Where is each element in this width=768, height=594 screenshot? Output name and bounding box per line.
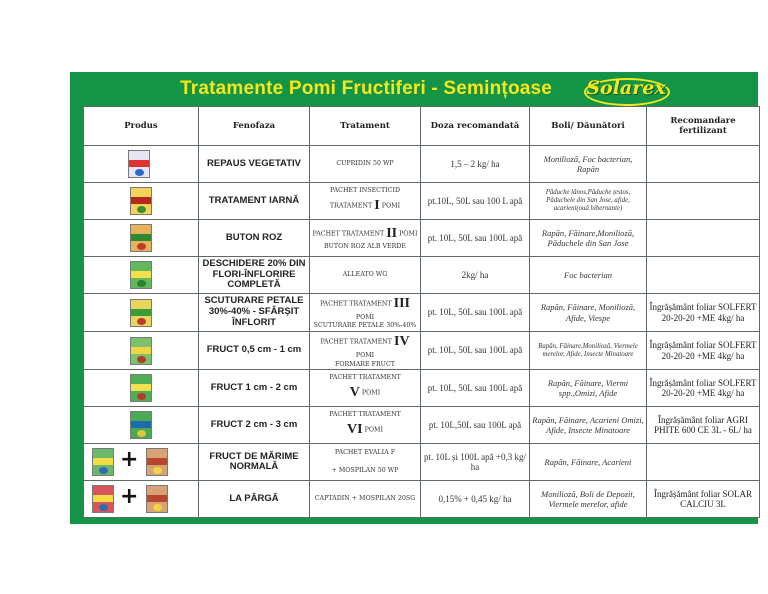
product-image — [86, 371, 196, 405]
product-image — [86, 184, 196, 218]
doza-cell: pt. 10L, 50L sau 100L apă — [421, 294, 530, 332]
fertilizant-cell — [647, 220, 760, 257]
tratament-number: III — [393, 296, 410, 311]
product-image — [86, 445, 196, 479]
header-tratament: Tratament — [310, 107, 421, 146]
boli-cell: Rapăn, Făinare,Monilioză, Viermele merelor, Afide, Insecte Minatoare — [530, 332, 647, 370]
doza-cell: pt. 10L, 50L sau 100L apă — [421, 220, 530, 257]
tratament-cell — [310, 146, 421, 183]
tratament-text: CAPTADIN + MOSPILAN 20SG — [314, 495, 416, 503]
tratament-subtitle: SCUTURARE PETALE 30%-40% — [313, 322, 417, 330]
tratament-subtitle: BUTON ROZ ALB VERDE — [324, 243, 406, 251]
table-header-row — [84, 107, 760, 146]
doza-cell: pt. 10L,50L sau 100L apă — [421, 407, 530, 444]
product-cell — [84, 332, 199, 370]
tratament-prefix: PACHET TRATAMENT — [312, 230, 385, 238]
tratament-suffix: POMI — [355, 351, 375, 359]
tratament-suffix: POMI — [355, 313, 375, 321]
tratament-title: PACHET INSECTICID — [329, 186, 401, 194]
tratament-title: PACHET EVALIA F — [334, 449, 396, 457]
product-package-icon — [130, 261, 152, 289]
product-image — [86, 408, 196, 442]
product-package-icon — [92, 485, 114, 513]
treatment-table — [83, 106, 760, 518]
fenofaza-cell: BUTON ROZ — [199, 220, 310, 257]
table-row — [84, 294, 760, 332]
fenofaza-cell: TRATAMENT IARNĂ — [199, 183, 310, 220]
header-boli: Boli/ Dăunători — [530, 107, 647, 146]
tratament-subtitle: FORMARE FRUCT — [334, 360, 396, 368]
tratament-prefix: TRATAMENT — [329, 201, 373, 209]
boli-cell: Monilioză, Foc bacterian, Rapăn — [530, 146, 647, 183]
header-doza: Doza recomandată — [421, 107, 530, 146]
tratament-prefix: PACHET TRATAMENT — [320, 338, 393, 346]
product-cell — [84, 257, 199, 294]
boli-cell: Foc bacterian — [530, 257, 647, 294]
product-cell — [84, 407, 199, 444]
tratament-number: V — [349, 385, 360, 401]
product-image — [86, 296, 196, 330]
fertilizant-cell: Îngrășământ foliar SOLFERT 20-20-20 +ME 4kg/ ha — [647, 370, 760, 407]
boli-cell: Rapăn, Făinare, Acarieni — [530, 444, 647, 481]
plus-icon: + — [120, 484, 139, 510]
fenofaza-cell: FRUCT 0,5 cm - 1 cm — [199, 332, 310, 370]
doza-cell: pt. 10L, 50L sau 100L apă — [421, 370, 530, 407]
tratament-number: VI — [347, 422, 363, 438]
fertilizant-cell: Îngrășământ foliar SOLFERT 20-20-20 +ME 4kg/ ha — [647, 294, 760, 332]
header-fenofaza: Fenofaza — [199, 107, 310, 146]
product-package-icon — [146, 448, 168, 476]
tratament-cell — [310, 257, 421, 294]
table-frame — [70, 72, 758, 524]
product-cell — [84, 220, 199, 257]
table-row — [84, 183, 760, 220]
boli-cell: Rapăn, Făinare,Monilioză, Păduchele din San Jose — [530, 220, 647, 257]
header-fertilizant: Recomandare fertilizant — [647, 107, 760, 146]
table-row — [84, 407, 760, 444]
fertilizant-cell: Îngrășământ foliar SOLFERT 20-20-20 +ME 4kg/ ha — [647, 332, 760, 370]
product-package-icon — [130, 224, 152, 252]
fenofaza-cell: FRUCT 1 cm - 2 cm — [199, 370, 310, 407]
fenofaza-cell: DESCHIDERE 20% DIN FLORI-ÎNFLORIRE COMPLETĂ — [199, 257, 310, 294]
tratament-prefix: PACHET TRATAMENT — [320, 300, 392, 308]
table-row — [84, 257, 760, 294]
fenofaza-cell: FRUCT DE MĂRIME NORMALĂ — [199, 444, 310, 481]
page-title: Tratamente Pomi Fructiferi - Semințoase — [180, 78, 553, 99]
product-package-icon — [92, 448, 114, 476]
fenofaza-cell: LA PÂRGĂ — [199, 481, 310, 518]
plus-icon: + — [120, 447, 139, 473]
boli-cell: Monilioză, Boli de Depozit, Viermele merelor, afide — [530, 481, 647, 518]
tratament-suffix: POMI — [361, 389, 381, 397]
tratament-number: I — [374, 197, 380, 213]
tratament-title: PACHET TRATAMENT — [329, 374, 401, 382]
table-row — [84, 146, 760, 183]
product-cell — [84, 370, 199, 407]
boli-cell: Păduche lânos,Păduche țestos, Păduchele din San Jose, afide, acarieni(ouă hibernante) — [530, 183, 647, 220]
title-bar — [70, 72, 758, 108]
tratament-number: II — [386, 225, 398, 241]
tratament-cell — [310, 407, 421, 444]
solarex-logo — [582, 76, 670, 106]
fertilizant-cell — [647, 257, 760, 294]
fertilizant-cell: Îngrășământ foliar SOLAR CALCIU 3L — [647, 481, 760, 518]
product-image — [86, 258, 196, 292]
table-row — [84, 370, 760, 407]
tratament-text: CUPRIDIN 50 WP — [336, 159, 394, 167]
table-row — [84, 481, 760, 518]
logo-text: Solarex — [586, 77, 666, 99]
product-package-icon — [146, 485, 168, 513]
header-produs: Produs — [84, 107, 199, 146]
product-image — [86, 221, 196, 255]
tratament-suffix: POMI — [381, 201, 401, 209]
tratament-text: ALLEATO WG — [342, 270, 388, 278]
tratament-cell — [310, 332, 421, 370]
tratament-cell — [310, 294, 421, 332]
tratament-cell — [310, 370, 421, 407]
tratament-cell — [310, 220, 421, 257]
tratament-number: IV — [394, 334, 410, 350]
tratament-title: PACHET TRATAMENT — [329, 411, 401, 419]
table-row — [84, 332, 760, 370]
fertilizant-cell — [647, 146, 760, 183]
product-cell — [84, 294, 199, 332]
product-cell — [84, 146, 199, 183]
fenofaza-cell: SCUTURARE PETALE 30%-40% - SFÂRȘIT ÎNFLORIT — [199, 294, 310, 332]
boli-cell: Rapăn, Făinare, Acarieni Omizi, Afide, Insecte Minatoare — [530, 407, 647, 444]
boli-cell: Rapăn, Făinare, Viermi spp.,Omizi, Afide — [530, 370, 647, 407]
product-cell — [84, 444, 199, 481]
product-package-icon — [128, 150, 150, 178]
tratament-suffix: POMI — [399, 230, 418, 238]
tratament-subtitle: + MOSPILAN 50 WP — [331, 466, 399, 474]
product-package-icon — [130, 187, 152, 215]
product-package-icon — [130, 337, 152, 365]
tratament-cell — [310, 481, 421, 518]
fertilizant-cell — [647, 444, 760, 481]
tratament-cell — [310, 444, 421, 481]
product-package-icon — [130, 411, 152, 439]
product-package-icon — [130, 374, 152, 402]
product-package-icon — [130, 299, 152, 327]
tratament-suffix: POMI — [364, 426, 383, 434]
doza-cell: 1,5 – 2 kg/ ha — [421, 146, 530, 183]
product-cell — [84, 481, 199, 518]
table-row — [84, 444, 760, 481]
doza-cell: pt. 10L, 50L sau 100L apă — [421, 332, 530, 370]
product-cell — [84, 183, 199, 220]
product-image — [86, 147, 196, 181]
fertilizant-cell: Îngrășământ foliar AGRI PHITE 600 CE 3L - 6L/ ha — [647, 407, 760, 444]
doza-cell: 0,15% + 0,45 kg/ ha — [421, 481, 530, 518]
fenofaza-cell: REPAUS VEGETATIV — [199, 146, 310, 183]
boli-cell: Rapăn, Făinare, Monilioză, Afide, Viespe — [530, 294, 647, 332]
product-image — [86, 334, 196, 368]
doza-cell: 2kg/ ha — [421, 257, 530, 294]
fenofaza-cell: FRUCT 2 cm - 3 cm — [199, 407, 310, 444]
doza-cell: pt.10L, 50L sau 100 L apă — [421, 183, 530, 220]
tratament-cell — [310, 183, 421, 220]
fertilizant-cell — [647, 183, 760, 220]
product-image — [86, 482, 196, 516]
table-row — [84, 220, 760, 257]
doza-cell: pt. 10L și 100L apă +0,3 kg/ ha — [421, 444, 530, 481]
